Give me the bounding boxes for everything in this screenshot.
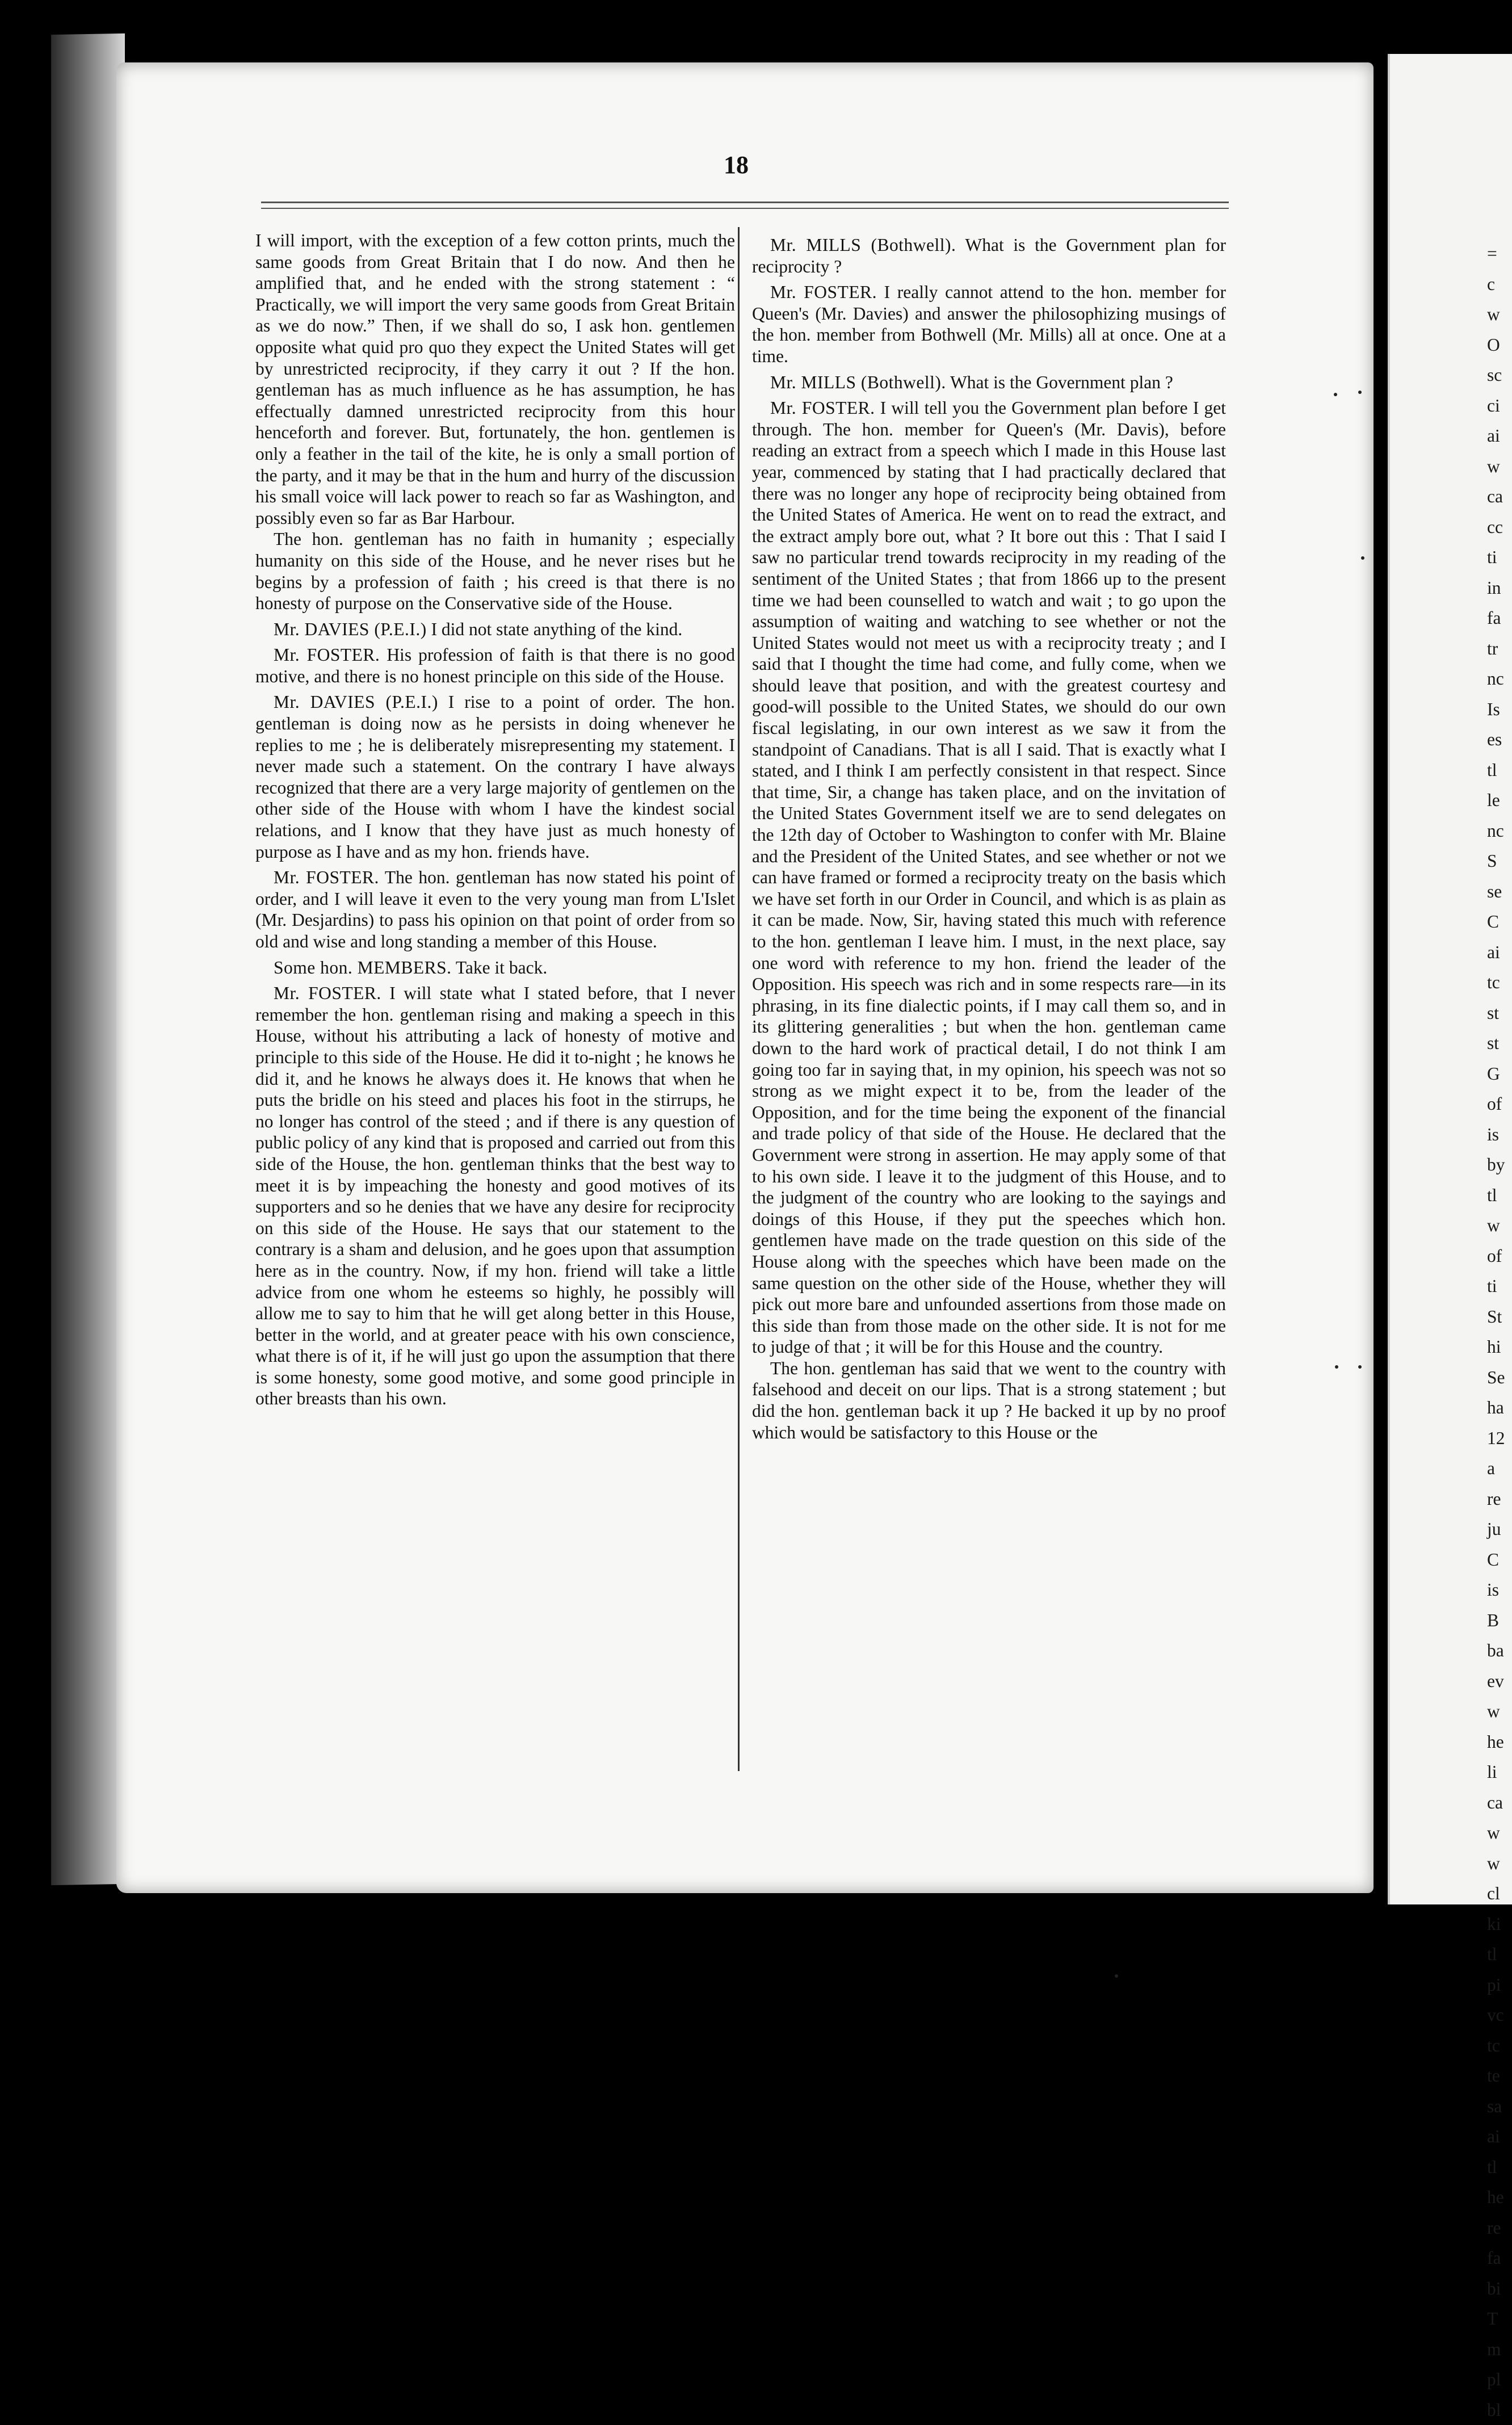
header-rule-bottom [261,208,1229,209]
page-number: 18 [724,151,749,179]
scan-speck [1335,1365,1338,1369]
speaker-name: Mr. FOSTER. [274,983,381,1004]
paragraph-text: The hon. gentleman has now stated his point of order, and I will leave it even to the very young man from L'Islet (Mr. Desjardins) to pass his opinion on that point of order from so old and wise and long standing a member of this House. [255,867,735,951]
paragraph-text: Take it back. [455,957,548,977]
left-text-column [255,230,735,1409]
paragraph-text: I will tell you the Government plan before I get through. The hon. member for Queen's (Mr. Davis), before reading an extract from a speech which I made in this House last year, commenced by stating that I had practically declared that there was no longer any hope of reciprocity being obtained from the United States of America. He went on to read the extract, and the extract amply bore out, what ? It bore out this : That I said I saw no particular trend towards reciprocity in my reading of the sentiment of the United States ; that from 1866 up to the present time we had been counselled to watch and wait ; to go upon the assumption of waiting and watching to see whether or not the United States would not meet us with a reciprocity treaty ; and I said that I thought the time had come, and fully come, when we should leave that position, and with the greatest courtesy and good-will possible to the United States, we should do our own fiscal legislating, in our own interest as we saw it from the standpoint of Canadians. That is all I said. That is exactly what I stated, and I think I am perfectly consistent in that respect. Since that time, Sir, a change has taken place, and on the invitation of the United States Government itself we are to send delegates on the 12th day of October to Washington to confer with Mr. Blaine and the President of the United States, and see whether or not we can have framed or formed a reciprocity treaty on the basis which we have set forth in our Order in Council, and which is as plain as it can be made. Now, Sir, having stated this much with reference to the hon. gentleman I leave him. I must, in the next place, say one word with reference to my hon. friend the leader of the Opposition. His speech was rich and in some respects rare—in its phrasing, in its fine dialectic points, if I may call them so, and in its glittering generalities ; but when the hon. gentleman came down to the hard work of practical detail, I do not think I am going too far in saying that, in my opinion, his speech was not so strong as we might expect it to be, from the leader of the Opposition, and for the time being the exponent of the financial and trade policy of that side of the House. He declared that the Government were strong in assertion. He may apply some of that to his own side. I leave it to the judgment of this House, and to the judgment of the country who are looking to the sayings and doings of this House, if they put the speeches which hon. gentlemen have made on the trade question on this side of the House along with the speeches which have been made on the same question on the other side of the House, whether they will pick out more bare and unfounded assertions from those made on this side than from those made on the other side. It is not for me to judge of that ; it will be for this House and the country. [752,398,1226,1357]
speaker-name: Mr. FOSTER. [770,282,877,303]
speaker-name: Mr. MILLS (Bothwell). [770,235,956,255]
scan-speck [1358,1365,1362,1369]
paragraph-text: I rise to a point of order. The hon. gentleman is doing now as he persists in doing whenever he replies to me ; he is deliberately misrepresenting my statement. I never made such a statement. On the contrary I have always recognized that there are a very large majority of gentlemen on the other side of the House with whom I have the kindest social relations, and I know that they have just as much honesty of purpose as I have and as my hon. friends have. [255,692,735,862]
right-text-column [752,230,1226,1443]
paragraph [752,282,1226,367]
speaker-name: Mr. FOSTER. [274,645,380,665]
paragraph [255,230,735,528]
speaker-name: Mr. FOSTER. [770,398,875,418]
paragraph [255,528,735,614]
paragraph [752,372,1226,393]
paragraph-text: I will import, with the exception of a few cotton prints, much the same goods from Great Britain that I do now. And then he amplified that, and he ended with the strong statement : “ Practically, we will import the very same goods from Great Britain as we do now.” Then, if we shall do so, I ask hon. gentlemen opposite what quid pro quo they expect the United States will get by unrestricted reciprocity, if they carry it out ? If the hon. gentleman has as much influence as he has assumption, he has effectually damned unrestricted reciprocity from this hour henceforth and forever. But, fortunately, the hon. gentlemen is only a feather in the tail of the kite, he is only a small portion of the party, and it may be that in the hum and hurry of the discussion his small voice will lack power to reach so far as Washington, and possibly even so far as Bar Harbour. [255,230,735,528]
paragraph [255,691,735,862]
paragraph [255,957,735,979]
speaker-name: Mr. FOSTER. [274,867,379,888]
book-spine-shadow [51,33,125,1885]
paragraph-text: What is the Government plan for reciprocity ? [752,235,1227,276]
paragraph-text: I did not state anything of the kind. [431,619,683,639]
paragraph-text: I really cannot attend to the hon. member for Queen's (Mr. Davies) and answer the philosophizing musings of the hon. member from Bothwell (Mr. Mills) all at once. One at a time. [752,282,1227,366]
paragraph [255,983,735,1409]
paragraph-text: What is the Government plan ? [950,372,1173,392]
paragraph [255,644,735,687]
paragraph-text: The hon. gentleman has said that we went to the country with falsehood and deceit on our lips. That is a strong statement ; but did the hon. gentleman back it up ? He backed it up by no proof which would be satisfactory to this House or the [752,1358,1226,1442]
paragraph-text: I will state what I stated before, that I never remember the hon. gentleman rising and making a speech in this House, without his attributing a lack of honesty of motive and principle to this side of the House. He did it to-night ; he knows he did it, and he knows he always does it. He knows that when he puts the bridle on his steed and places his foot in the stirrups, he no longer has control of the steed ; and if there is any question of public policy of any kind that is proposed and carried out from this side of the House, the hon. gentleman thinks that the best way to meet it is by impeaching the honesty and good motives of its supporters and so he denies that we have any desire for reciprocity on this side of the House. He says that our statement to the contrary is a sham and delusion, and he goes upon that assumption here as in the country. Now, if my hon. friend will take a little advice from one whom he esteems so highly, he possibly will allow me to say to him that he will get along better in this House, better in the world, and at greater peace with his own conscience, what there is of it, if he will just go upon the assumption that there is some honesty, some good motive, and some good principle in other breasts than his own. [255,983,736,1409]
adjacent-page-text-fragment: = c w O sc ci ai w ca cc ti in fa tr nc Is es tl le nc S se C ai tc st st G of is by tl w of ti St hi Se ha 12 a re ju C is B ba ev w he li ca w w cl ki tl pi vc tc te sa ai tl he re fa bi T m pl bl [1487,244,1505,2420]
speaker-name: Mr. DAVIES (P.E.I.) [274,692,438,712]
paragraph [255,619,735,640]
scan-speck [1358,391,1362,394]
paragraph [255,867,735,952]
paragraph [752,397,1226,1358]
speaker-name: Mr. DAVIES (P.E.I.) [274,619,427,639]
scan-speck [1334,393,1337,396]
paragraph [752,234,1226,277]
paragraph-text: His profession of faith is that there is no good motive, and there is no honest principle on this side of the House. [255,645,735,686]
paragraph [752,1358,1226,1443]
speaker-name: Mr. MILLS (Bothwell). [770,372,946,392]
header-rule-top [261,202,1229,203]
scan-speck [1115,1974,1118,1978]
speaker-name: Some hon. MEMBERS. [274,957,452,977]
paragraph-text: The hon. gentleman has no faith in humanity ; especially humanity on this side of the House, and he never rises but he begins by a profession of faith ; his creed is that there is no honesty of purpose on the Conservative side of the House. [255,529,735,614]
column-divider [738,227,740,1771]
scan-speck [1361,556,1364,560]
